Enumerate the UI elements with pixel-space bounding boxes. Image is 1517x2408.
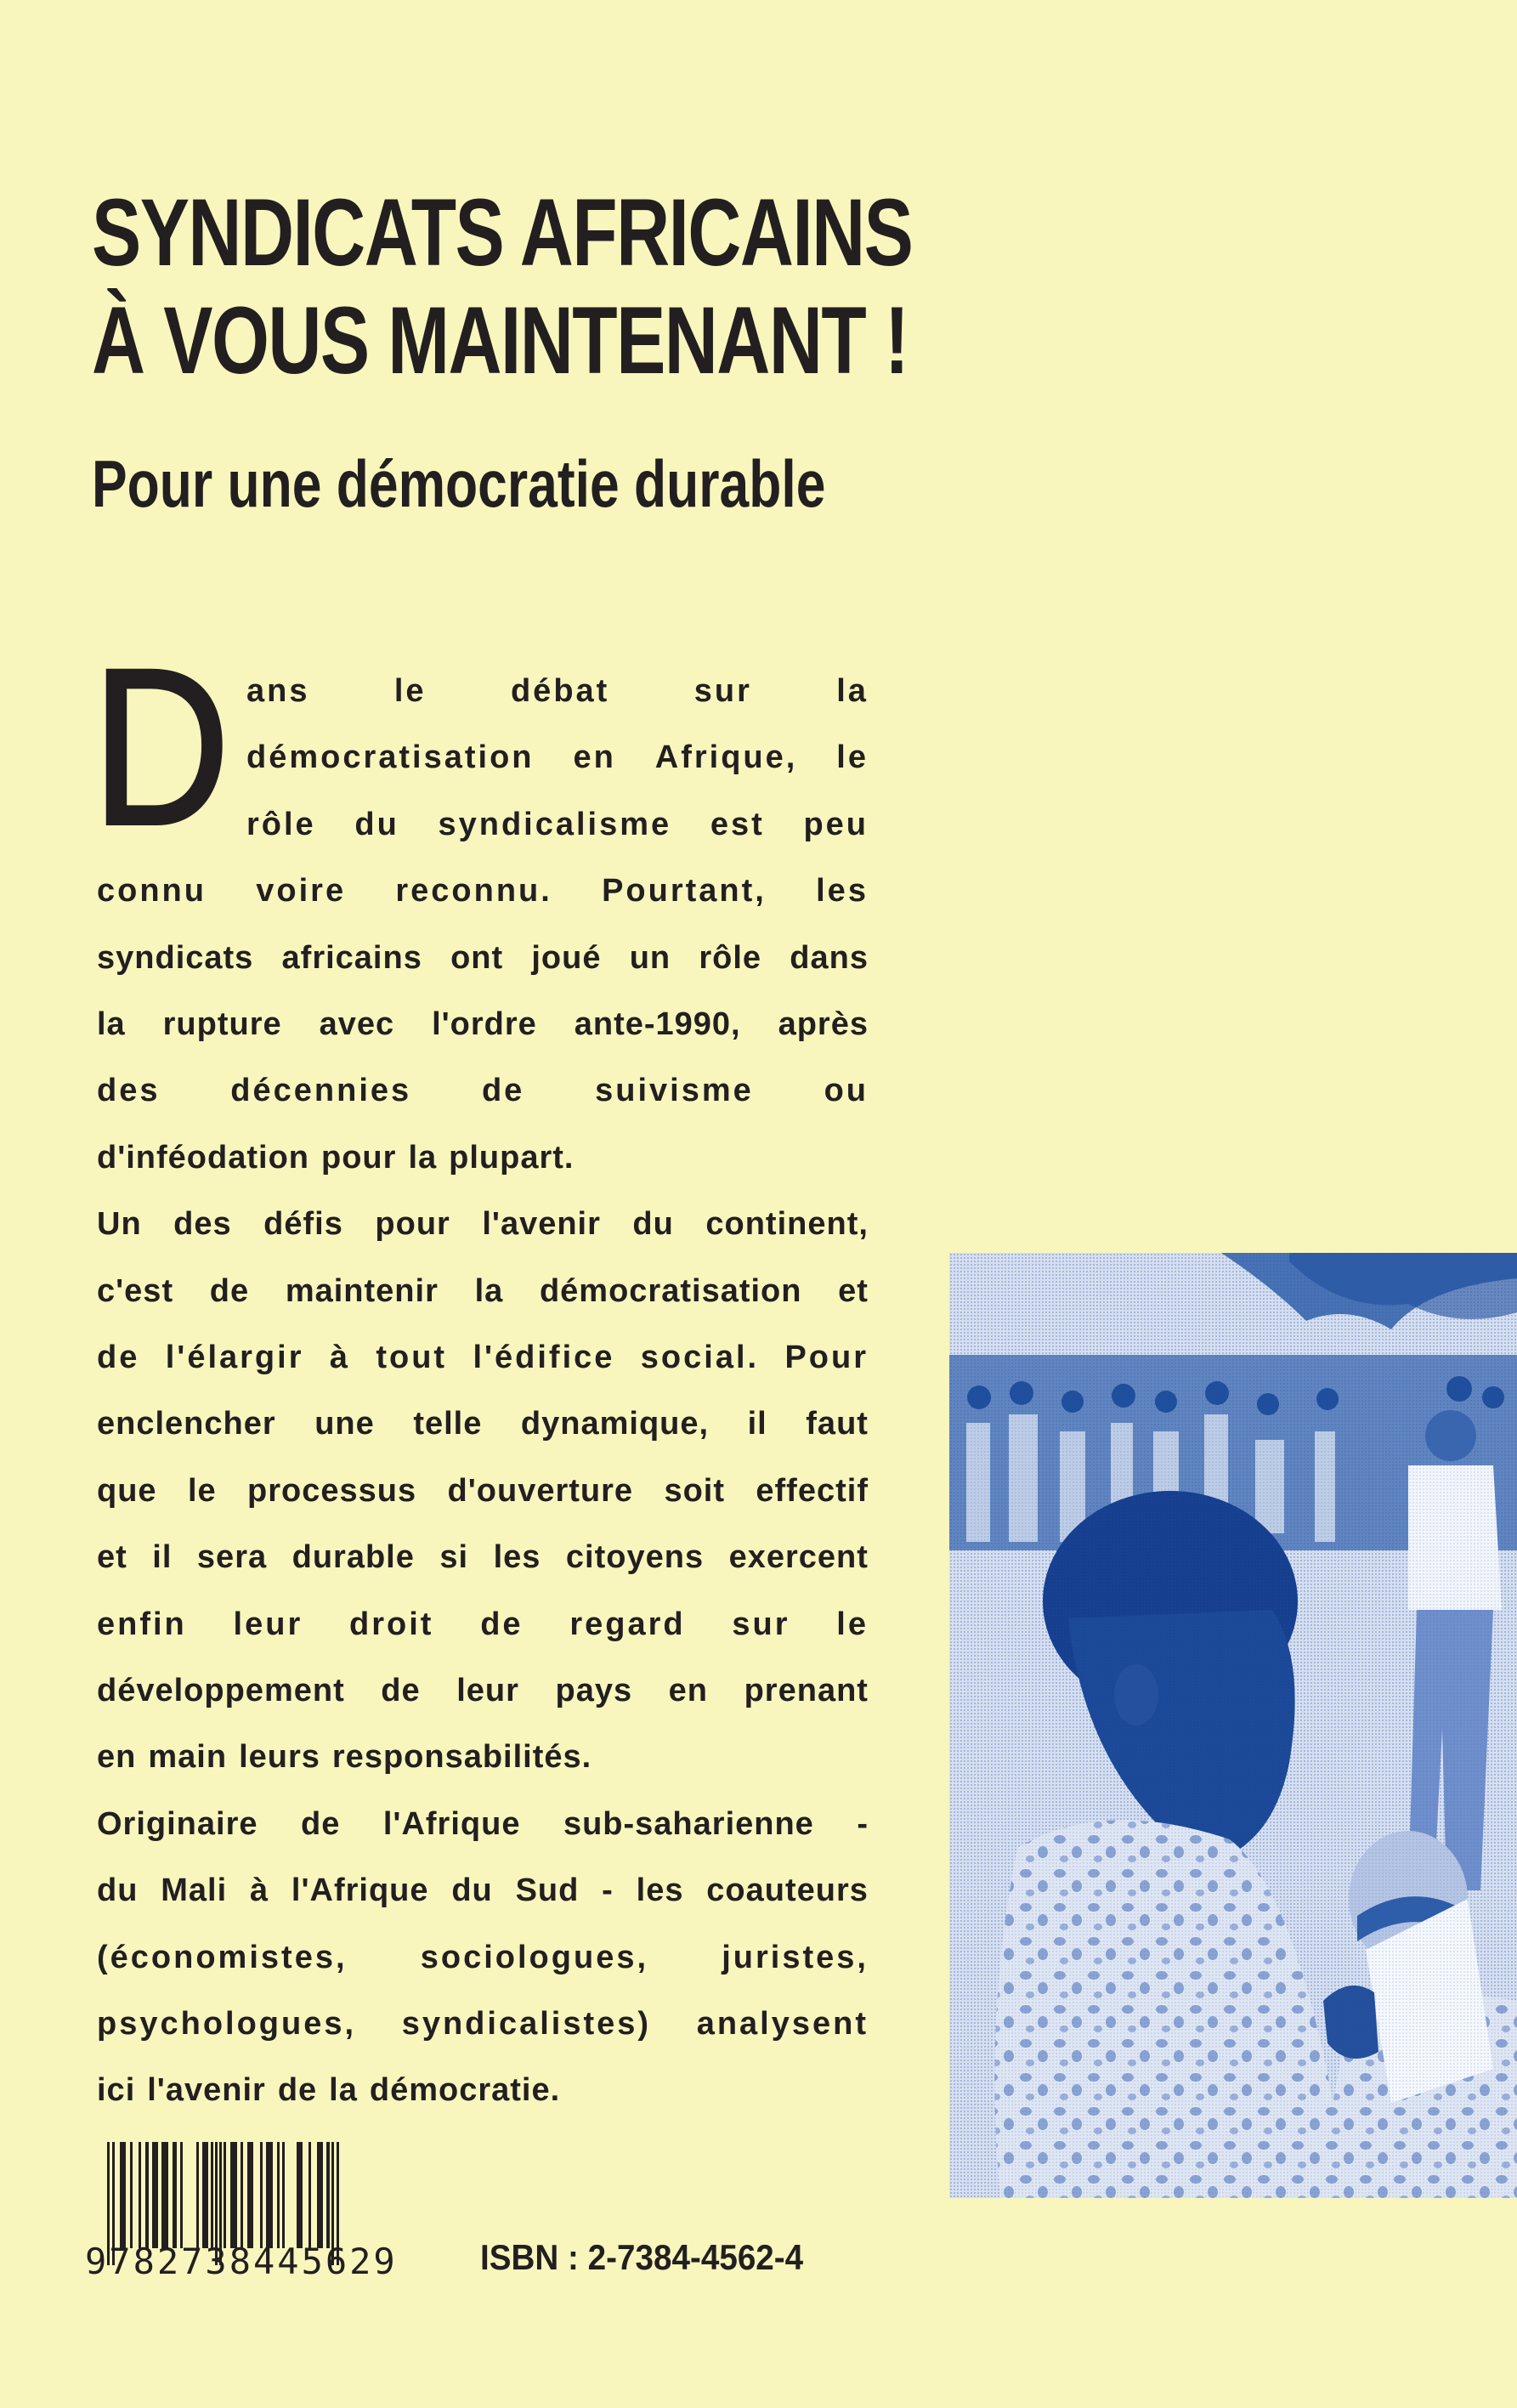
blurb-line	[97, 870, 869, 912]
blurb-word: des	[97, 1073, 161, 1109]
blurb-word: peu	[803, 806, 869, 842]
blurb-word: développement	[97, 1673, 345, 1708]
blurb-word: ou	[824, 1073, 869, 1109]
blurb-line	[97, 1803, 869, 1845]
blurb-line	[97, 1736, 869, 1778]
blurb-word: pays	[555, 1673, 633, 1708]
blurb-word: de	[301, 1805, 341, 1842]
blurb-word: prenant	[744, 1673, 869, 1708]
book-title-line-2: À VOUS MAINTENANT !	[92, 287, 909, 394]
blurb-word: un	[629, 939, 671, 976]
blurb-word: syndicalisme	[438, 806, 672, 842]
cover-photo	[949, 1253, 1517, 2198]
blurb-line	[97, 1402, 869, 1445]
blurb-line	[97, 1936, 869, 1979]
blurb-word: durable	[292, 1539, 415, 1576]
blurb-line	[97, 1003, 869, 1045]
blurb-word: de	[480, 1606, 524, 1642]
book-subtitle: Pour une démocratie durable	[92, 446, 826, 521]
blurb-word: effectif	[756, 1472, 869, 1509]
blurb-word: la	[474, 1272, 504, 1309]
blurb-word: exercent	[728, 1539, 869, 1576]
blurb-word: -	[857, 1805, 869, 1842]
blurb-word: (économistes,	[97, 1939, 348, 1975]
blurb-word: voire	[256, 873, 347, 909]
blurb-word: rupture	[162, 1006, 282, 1042]
blurb-word: les	[816, 873, 869, 909]
blurb-word: et	[97, 1539, 127, 1576]
blurb-word: l'ordre	[432, 1006, 537, 1042]
blurb-word: à	[329, 1340, 350, 1375]
blurb-line	[97, 1869, 869, 1912]
blurb-line	[97, 1203, 869, 1245]
blurb-line	[97, 1470, 869, 1512]
blurb-word: après	[778, 1006, 869, 1042]
blurb-word: leurs	[239, 1739, 320, 1776]
blurb-word: du	[632, 1206, 674, 1243]
blurb-word: ans	[246, 673, 310, 709]
blurb-word: coauteurs	[706, 1873, 869, 1909]
blurb-word: démocratie.	[369, 2072, 561, 2109]
blurb-word: droit	[349, 1606, 434, 1642]
drop-cap: D	[92, 622, 230, 871]
blurb-word: la	[329, 2072, 358, 2109]
barcode-digits: 9782738445629	[85, 2241, 398, 2282]
blurb-word: d'ouverture	[447, 1472, 634, 1509]
blurb-word: Sud	[515, 1873, 580, 1909]
blurb-word: est	[710, 806, 765, 842]
blurb-word: le	[187, 1472, 217, 1509]
blurb-word: africains	[281, 939, 422, 976]
blurb-word: et	[838, 1272, 869, 1309]
blurb-word: démocratisation	[539, 1272, 802, 1309]
blurb-word: soit	[664, 1472, 725, 1509]
blurb-line	[97, 1536, 869, 1578]
blurb-word: dynamique,	[520, 1406, 710, 1442]
blurb-word: le	[393, 673, 427, 709]
blurb-line	[246, 803, 869, 846]
blurb-line	[97, 1336, 869, 1379]
blurb-word: sur	[693, 673, 752, 709]
blurb-word: joué	[531, 939, 602, 976]
blurb-word: de	[277, 2072, 318, 2109]
blurb-word: rôle	[699, 939, 762, 976]
blurb-word: démocratisation	[246, 739, 535, 776]
blurb-line	[97, 1069, 869, 1112]
blurb-word: tout	[376, 1340, 448, 1375]
blurb-word: une	[314, 1406, 375, 1442]
blurb-word: ante-1990,	[574, 1006, 741, 1042]
blurb-word: du	[451, 1873, 493, 1909]
blurb-word: pour	[375, 1206, 450, 1243]
blurb-word: juristes,	[722, 1939, 869, 1975]
book-title-line-1: SYNDICATS AFRICAINS	[92, 179, 913, 286]
blurb-word: la	[97, 1006, 126, 1042]
blurb-word: en	[668, 1673, 709, 1708]
blurb-word: enfin	[97, 1606, 187, 1642]
blurb-word: Originaire	[97, 1805, 258, 1842]
blurb-word: enclencher	[97, 1406, 276, 1442]
blurb-word: regard	[569, 1606, 686, 1642]
blurb-word: plupart.	[449, 1139, 575, 1176]
blurb-word: responsabilités.	[331, 1739, 592, 1776]
blurb-word: sur	[732, 1606, 790, 1642]
blurb-word: l'édifice	[473, 1340, 615, 1375]
blurb-word: il	[747, 1406, 767, 1442]
blurb-word: défis	[263, 1206, 343, 1243]
blurb-word: en	[97, 1739, 137, 1776]
blurb-word: rôle	[246, 806, 316, 842]
blurb-word: connu	[97, 873, 207, 909]
blurb-line	[97, 937, 869, 979]
blurb-word: syndicalistes)	[401, 2006, 652, 2042]
blurb-word: -	[602, 1873, 614, 1909]
blurb-word: les	[636, 1873, 684, 1909]
blurb-word: telle	[413, 1406, 483, 1442]
blurb-word: l'avenir	[482, 1206, 601, 1243]
blurb-word: main	[148, 1739, 228, 1776]
blurb-word: maintenir	[285, 1272, 439, 1309]
blurb-line	[97, 1136, 869, 1179]
blurb-line	[97, 1603, 869, 1646]
blurb-word: décennies	[230, 1073, 412, 1109]
blurb-line	[97, 2003, 869, 2045]
blurb-word: leur	[233, 1606, 303, 1642]
blurb-word: de	[97, 1340, 140, 1375]
blurb-word: suivisme	[595, 1073, 754, 1109]
isbn-label: ISBN : 2-7384-4562-4	[480, 2237, 804, 2277]
blurb-word: le	[836, 739, 869, 776]
blurb-word: Un	[97, 1206, 142, 1243]
blurb-word: de	[381, 1673, 421, 1708]
blurb-word: processus	[247, 1472, 417, 1509]
blurb-line	[246, 670, 869, 712]
blurb-word: dans	[790, 939, 869, 976]
blurb-word: sociologues,	[420, 1939, 649, 1975]
blurb-word: l'élargir	[165, 1340, 304, 1375]
blurb-word: analysent	[696, 2006, 869, 2042]
blurb-word: du	[354, 806, 399, 842]
blurb-word: la	[408, 1139, 438, 1176]
blurb-word: Afrique,	[654, 739, 798, 776]
blurb-word: des	[173, 1206, 232, 1243]
photo-illustration	[949, 1253, 1517, 2198]
blurb-word: que	[97, 1472, 157, 1509]
blurb-word: pour	[321, 1139, 397, 1176]
blurb-word: de	[209, 1272, 250, 1309]
blurb-word: à	[249, 1873, 269, 1909]
blurb-word: ici	[97, 2072, 136, 2109]
blurb-word: d'inféodation	[97, 1139, 309, 1176]
blurb-word: le	[836, 1606, 869, 1642]
blurb-word: la	[836, 673, 869, 709]
blurb-line	[246, 736, 869, 779]
blurb-word: psychologues,	[97, 2006, 357, 2042]
blurb-word: de	[481, 1073, 525, 1109]
blurb-word: sera	[196, 1539, 268, 1576]
blurb-word: continent,	[705, 1206, 869, 1243]
blurb-word: en	[573, 739, 616, 776]
blurb-word: l'avenir	[147, 2072, 266, 2109]
blurb-line	[97, 1669, 869, 1712]
blurb-word: social.	[640, 1340, 760, 1375]
blurb-word: avec	[319, 1006, 395, 1042]
blurb-word: syndicats	[97, 939, 254, 976]
blurb-word: l'Afrique	[382, 1805, 521, 1842]
blurb-word: les	[493, 1539, 541, 1576]
blurb-word: si	[439, 1539, 469, 1576]
blurb-word: faut	[806, 1406, 869, 1442]
blurb-word: Mali	[161, 1873, 228, 1909]
blurb-word: sub-saharienne	[563, 1805, 814, 1842]
blurb-word: reconnu.	[395, 873, 552, 909]
blurb-word: Pour	[784, 1340, 869, 1375]
blurb-word: leur	[456, 1673, 519, 1708]
blurb-word: Pourtant,	[602, 873, 767, 909]
blurb-line	[97, 1270, 869, 1312]
blurb-word: du	[97, 1873, 139, 1909]
blurb-word: ont	[450, 939, 504, 976]
blurb-word: il	[152, 1539, 173, 1576]
blurb-word: l'Afrique	[291, 1873, 429, 1909]
blurb-word: débat	[510, 673, 610, 709]
blurb-line	[97, 2069, 869, 2111]
blurb-word: citoyens	[565, 1539, 705, 1576]
blurb-word: c'est	[97, 1272, 174, 1309]
